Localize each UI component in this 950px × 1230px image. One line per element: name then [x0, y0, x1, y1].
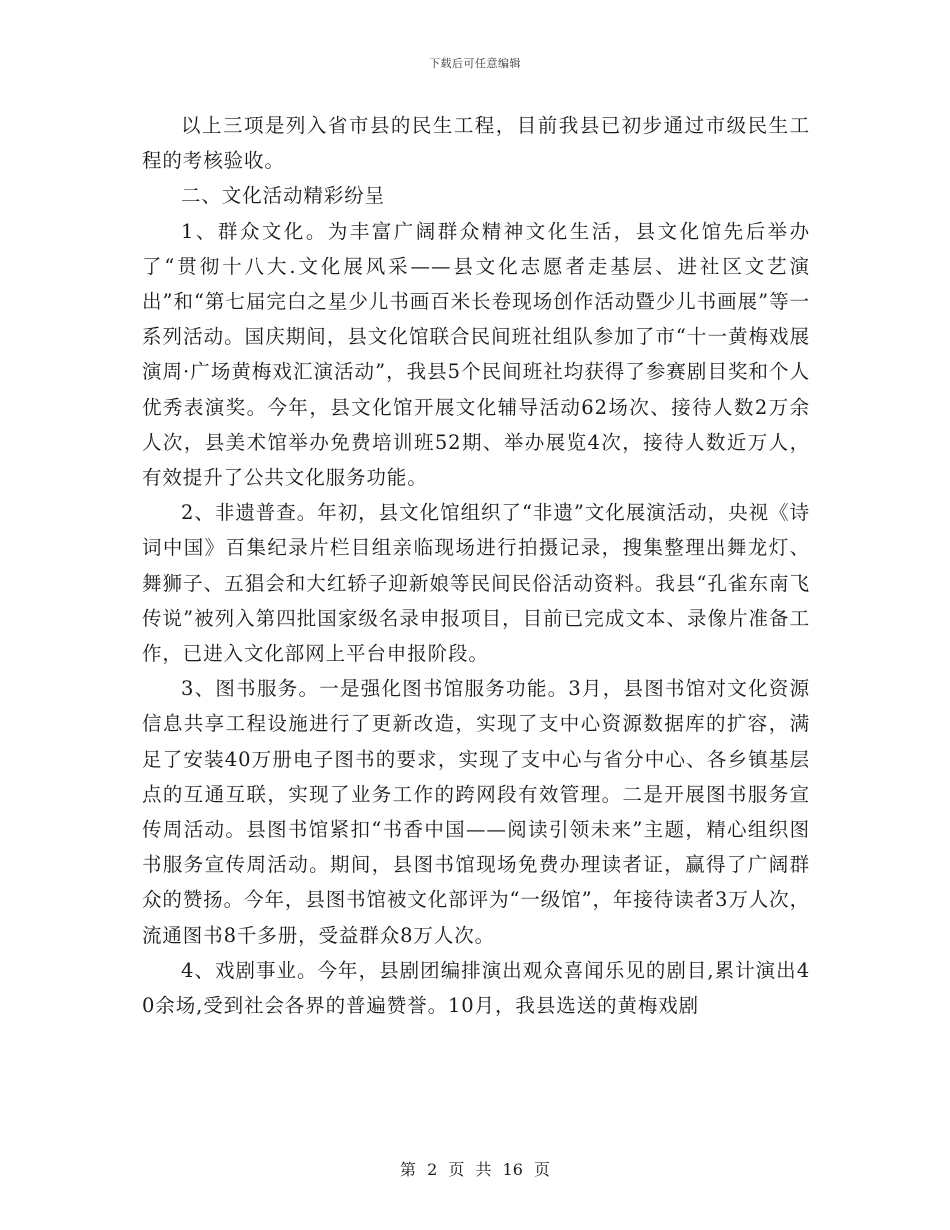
paragraph-intangible-heritage: 2、非遗普查。年初，县文化馆组织了“非遗”文化展演活动，央视《诗词中国》百集纪录片栏目组亲临现场进行拍摄记录，搜集整理出舞龙灯、舞狮子、五猖会和大红轿子迎新娘等民间民俗活动资料。我县“孔雀东南飞传说”被列入第四批国家级名录申报项目，目前已完成文本、录像片准备工作，已进入文化部网上平台申报阶段。 — [142, 501, 810, 666]
paragraph-drama: 4、戏剧事业。今年，县剧团编排演出观众喜闻乐见的剧目,累计演出40余场,受到社会各界的普遍赞誉。10月，我县选送的黄梅戏剧 — [142, 958, 810, 1018]
section-heading-cultural-activities: 二、文化活动精彩纷呈 — [181, 184, 386, 208]
header-note: 下载后可任意编辑 — [429, 57, 521, 70]
page-number: 第 2 页 共 16 页 — [400, 1160, 550, 1179]
document-body — [142, 108, 810, 1023]
paragraph-summary: 以上三项是列入省市县的民生工程，目前我县已初步通过市级民生工程的考核验收。 — [142, 114, 810, 173]
paragraph-library-service: 3、图书服务。一是强化图书馆服务功能。3月，县图书馆对文化资源信息共享工程设施进行了更新改造，实现了支中心资源数据库的扩容，满足了安装40万册电子图书的要求，实现了支中心与省分中心、各乡镇基层点的互通互联，实现了业务工作的跨网段有效管理。二是开展图书服务宣传周活动。县图书馆紧扣“书香中国——阅读引领未来”主题，精心组织图书服务宣传周活动。期间，县图书馆现场免费办理读者证，赢得了广阔群众的赞扬。今年，县图书馆被文化部评为“一级馆”，年接待读者3万人次，流通图书8千多册，受益群众8万人次。 — [142, 677, 810, 947]
paragraph-mass-culture: 1、群众文化。为丰富广阔群众精神文化生活，县文化馆先后举办了“贯彻十八大.文化展风采——县文化志愿者走基层、进社区文艺演出”和“第七届完白之星少儿书画百米长卷现场创作活动暨少儿书画展”等一系列活动。国庆期间，县文化馆联合民间班社组队参加了市“十一黄梅戏展演周·广场黄梅戏汇演活动”，我县5个民间班社均获得了参赛剧目奖和个人优秀表演奖。今年，县文化馆开展文化辅导活动62场次、接待人数2万余人次，县美术馆举办免费培训班52期、举办展览4次，接待人数近万人，有效提升了公共文化服务功能。 — [142, 219, 810, 490]
